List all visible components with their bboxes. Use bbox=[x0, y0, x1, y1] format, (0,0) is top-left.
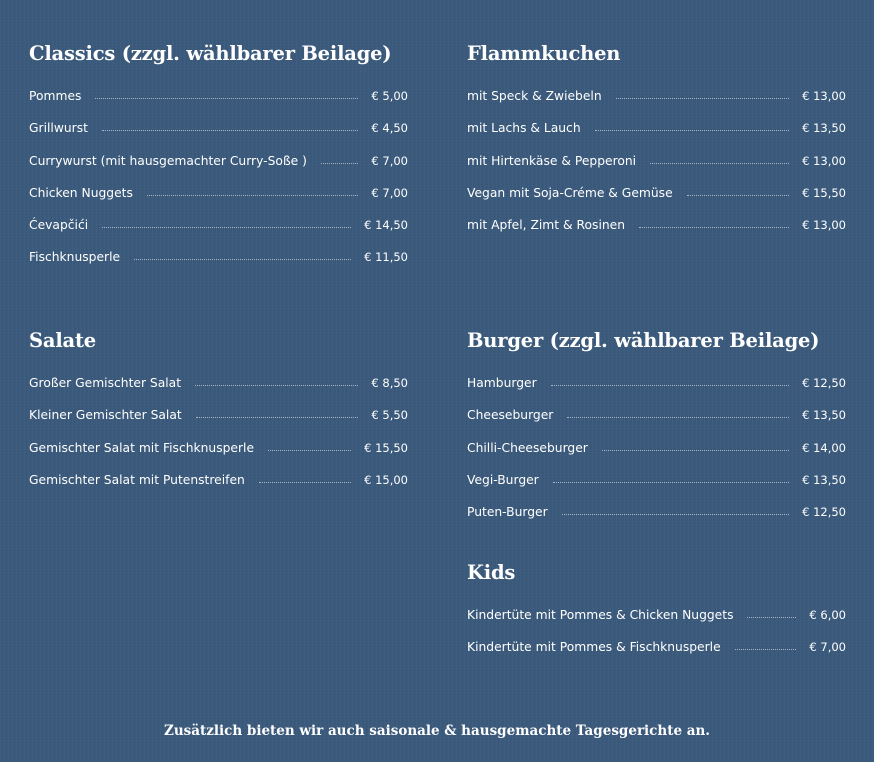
menu-item-price: € 13,50 bbox=[802, 472, 846, 487]
menu-item bbox=[467, 154, 846, 186]
menu-list-burger bbox=[467, 376, 846, 537]
menu-item bbox=[467, 186, 846, 218]
dotted-leader bbox=[134, 250, 351, 260]
dotted-leader bbox=[147, 186, 359, 196]
menu-item-name: Chilli-Cheeseburger bbox=[467, 440, 588, 455]
dotted-leader bbox=[102, 218, 351, 228]
menu-item-name: mit Speck & Zwiebeln bbox=[467, 89, 602, 103]
menu-item-price: € 4,50 bbox=[371, 121, 408, 136]
menu-item-name: Kindertüte mit Pommes & Chicken Nuggets bbox=[467, 608, 734, 622]
menu-item bbox=[467, 441, 846, 473]
menu-item-name: mit Lachs & Lauch bbox=[467, 121, 581, 136]
menu-item bbox=[29, 121, 408, 153]
menu-item bbox=[29, 218, 408, 250]
section-title-kids: Kids bbox=[467, 561, 516, 584]
section-title-classics: Classics (zzgl. wählbarer Beilage) bbox=[29, 42, 392, 65]
section-title-burger: Burger (zzgl. wählbarer Beilage) bbox=[467, 329, 820, 352]
menu-item bbox=[467, 608, 846, 640]
menu-list-classics bbox=[29, 89, 408, 283]
dotted-leader bbox=[595, 121, 789, 131]
dotted-leader bbox=[553, 473, 789, 483]
menu-item-name: Großer Gemischter Salat bbox=[29, 376, 182, 390]
menu-item bbox=[467, 640, 846, 672]
menu-item-name: Gemischter Salat mit Putenstreifen bbox=[29, 472, 245, 487]
menu-list-kids bbox=[467, 608, 846, 673]
menu-item-price: € 13,50 bbox=[802, 121, 846, 136]
menu-item-name: Puten-Burger bbox=[467, 505, 548, 520]
menu-item-price: € 6,00 bbox=[809, 608, 846, 622]
section-kids bbox=[467, 560, 846, 655]
menu-item-price: € 15,50 bbox=[364, 440, 408, 455]
menu-item-price: € 12,50 bbox=[802, 505, 846, 520]
dotted-leader bbox=[321, 154, 358, 164]
menu-item-name: Vegan mit Soja-Créme & Gemüse bbox=[467, 185, 673, 200]
menu-item-price: € 13,00 bbox=[802, 153, 846, 168]
menu-item-price: € 5,00 bbox=[371, 89, 408, 103]
menu-item bbox=[467, 376, 846, 408]
dotted-leader bbox=[102, 121, 358, 131]
menu-list-flammkuchen bbox=[467, 89, 846, 250]
menu-item-name: Fischknusperle bbox=[29, 250, 121, 265]
footer-note: Zusätzlich bieten wir auch saisonale & hausgemachte Tagesgerichte an. bbox=[163, 723, 711, 739]
dotted-leader bbox=[551, 376, 789, 386]
menu-item bbox=[29, 376, 408, 408]
dotted-leader bbox=[268, 441, 351, 451]
section-classics bbox=[29, 41, 408, 265]
menu-item bbox=[29, 441, 408, 473]
menu-item-price: € 12,50 bbox=[802, 376, 846, 390]
dotted-leader bbox=[195, 376, 358, 386]
menu-item-price: € 5,50 bbox=[371, 408, 408, 423]
menu-item bbox=[467, 218, 846, 250]
section-title-flammkuchen: Flammkuchen bbox=[467, 42, 621, 65]
menu-item bbox=[29, 154, 408, 186]
menu-item-price: € 8,50 bbox=[371, 376, 408, 390]
menu-item-price: € 13,00 bbox=[802, 89, 846, 103]
dotted-leader bbox=[196, 408, 359, 418]
section-salate bbox=[29, 328, 408, 487]
dotted-leader bbox=[602, 441, 789, 451]
menu-item bbox=[467, 473, 846, 505]
dotted-leader bbox=[562, 505, 789, 515]
dotted-leader bbox=[95, 89, 358, 99]
menu-item-price: € 7,00 bbox=[371, 185, 408, 200]
section-title-salate: Salate bbox=[29, 329, 96, 352]
section-flammkuchen bbox=[467, 41, 846, 233]
section-burger bbox=[467, 328, 846, 520]
dotted-leader bbox=[735, 640, 797, 650]
dotted-leader bbox=[259, 473, 351, 483]
menu-item-name: Kleiner Gemischter Salat bbox=[29, 408, 182, 423]
menu-item bbox=[467, 408, 846, 440]
menu-item bbox=[467, 89, 846, 121]
menu-item-name: Pommes bbox=[29, 89, 82, 103]
menu-item bbox=[29, 408, 408, 440]
menu-item-price: € 13,50 bbox=[802, 408, 846, 423]
menu-item bbox=[29, 250, 408, 282]
menu-item-price: € 14,00 bbox=[802, 440, 846, 455]
menu-item-name: Kindertüte mit Pommes & Fischknusperle bbox=[467, 640, 721, 655]
menu-item bbox=[467, 121, 846, 153]
menu-item-name: Cheeseburger bbox=[467, 408, 554, 423]
menu-item bbox=[29, 186, 408, 218]
menu-item-price: € 14,50 bbox=[364, 218, 408, 233]
menu-item-name: Hamburger bbox=[467, 376, 537, 390]
menu-item-name: Vegi-Burger bbox=[467, 472, 539, 487]
menu-item bbox=[29, 89, 408, 121]
menu-item-price: € 11,50 bbox=[364, 250, 408, 265]
menu-item-name: Gemischter Salat mit Fischknusperle bbox=[29, 440, 255, 455]
menu-item bbox=[29, 473, 408, 505]
menu-item-price: € 7,00 bbox=[809, 640, 846, 655]
dotted-leader bbox=[567, 408, 789, 418]
menu-item-price: € 15,50 bbox=[802, 185, 846, 200]
menu-item-price: € 13,00 bbox=[802, 218, 846, 233]
menu-item-name: mit Hirtenkäse & Pepperoni bbox=[467, 153, 637, 168]
menu-list-salate bbox=[29, 376, 408, 505]
menu-item-price: € 15,00 bbox=[364, 472, 408, 487]
menu-item-price: € 7,00 bbox=[371, 153, 408, 168]
menu-item-name: Ćevapčići bbox=[29, 218, 89, 233]
menu-item-name: Chicken Nuggets bbox=[29, 185, 133, 200]
dotted-leader bbox=[747, 608, 796, 618]
dotted-leader bbox=[616, 89, 789, 99]
menu-item-name: mit Apfel, Zimt & Rosinen bbox=[467, 218, 626, 233]
menu-item bbox=[467, 505, 846, 537]
menu-item-name: Grillwurst bbox=[29, 121, 88, 136]
dotted-leader bbox=[650, 154, 789, 164]
dotted-leader bbox=[639, 218, 789, 228]
dotted-leader bbox=[687, 186, 789, 196]
menu-item-name: Currywurst (mit hausgemachter Curry-Soße ) bbox=[29, 153, 307, 168]
